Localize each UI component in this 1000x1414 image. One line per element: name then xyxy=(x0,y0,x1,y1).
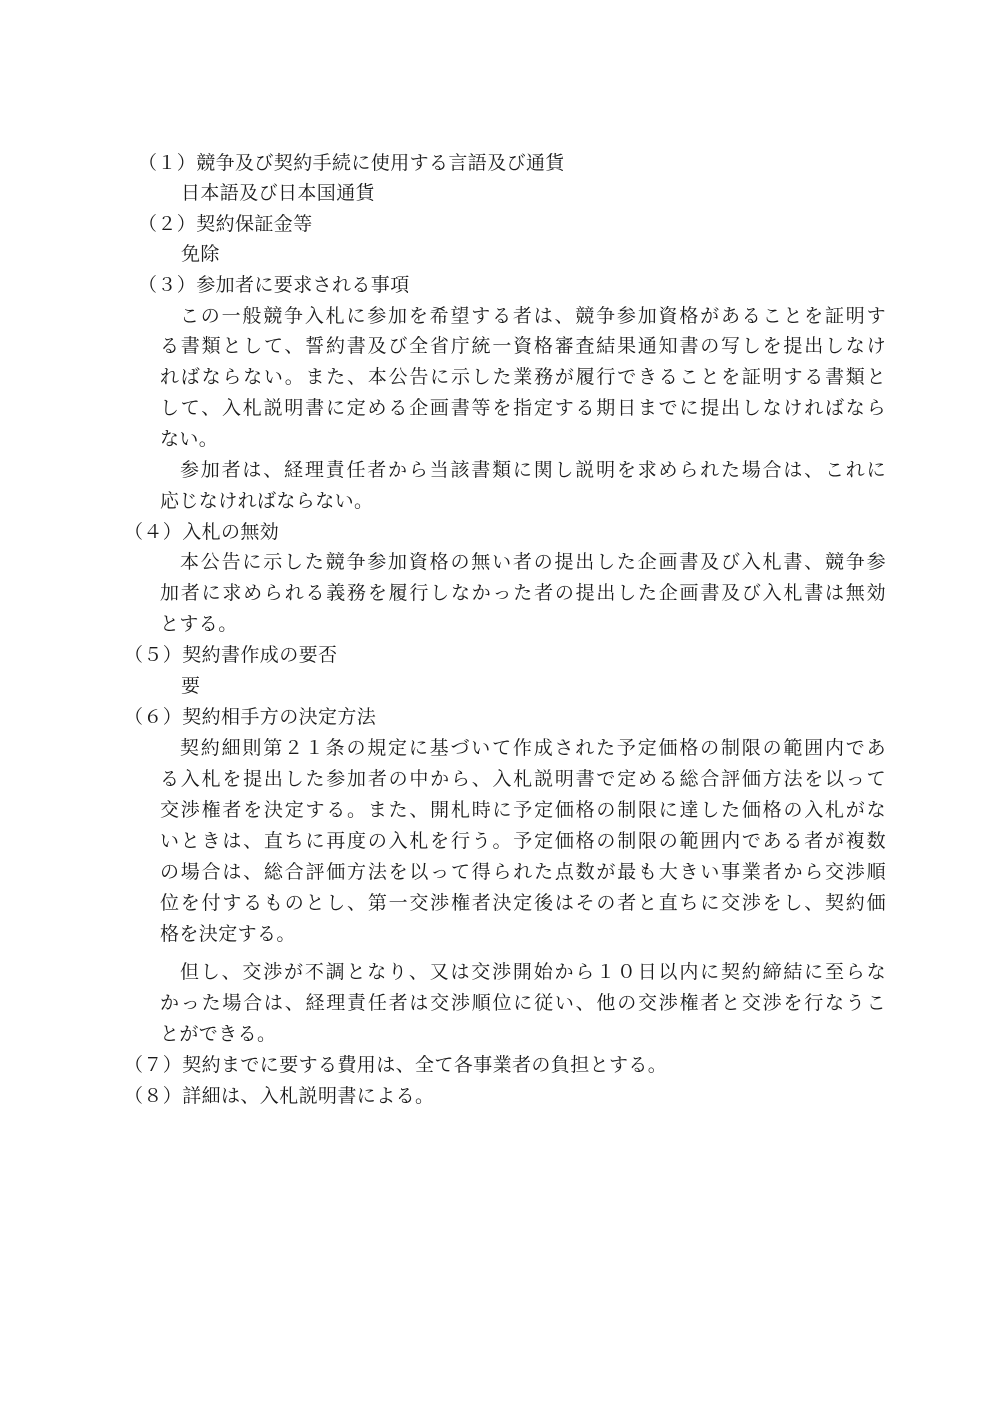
section-body-line: して、入札説明書に定める企画書等を指定する期日までに提出しなければなら xyxy=(160,397,886,419)
section-heading-5: （５）契約書作成の要否 xyxy=(124,644,338,666)
section-body-line: 参加者は、経理責任者から当該書類に関し説明を求められた場合は、これに xyxy=(180,459,886,481)
section-body-line: とする。 xyxy=(160,613,238,635)
section-body-line: の場合は、総合評価方法を以って得られた点数が最も大きい事業者から交渉順 xyxy=(160,861,886,883)
section-body-line: ればならない。また、本公告に示した業務が履行できることを証明する書類と xyxy=(160,366,886,388)
section-body-line: 本公告に示した競争参加資格の無い者の提出した企画書及び入札書、競争参 xyxy=(180,551,886,573)
section-body-line: かった場合は、経理責任者は交渉順位に従い、他の交渉権者と交渉を行なうこ xyxy=(160,992,886,1014)
section-heading-6: （６）契約相手方の決定方法 xyxy=(124,706,377,728)
section-body-line: いときは、直ちに再度の入札を行う。予定価格の制限の範囲内である者が複数 xyxy=(160,830,886,852)
section-body-line: ない。 xyxy=(160,428,219,450)
section-body-line: 格を決定する。 xyxy=(160,923,296,945)
section-body-line: る書類として、誓約書及び全省庁統一資格審査結果通知書の写しを提出しなけ xyxy=(160,335,886,357)
section-body-line: 但し、交渉が不調となり、又は交渉開始から１０日以内に契約締結に至らな xyxy=(180,961,886,983)
section-heading-7: （７）契約までに要する費用は、全て各事業者の負担とする。 xyxy=(124,1054,668,1076)
section-body-line: 加者に求められる義務を履行しなかった者の提出した企画書及び入札書は無効 xyxy=(160,582,886,604)
section-body-line: る入札を提出した参加者の中から、入札説明書で定める総合評価方法を以って xyxy=(160,768,886,790)
section-body-line: 応じなければならない。 xyxy=(160,490,374,512)
section-heading-8: （８）詳細は、入札説明書による。 xyxy=(124,1085,435,1107)
section-body-line: 免除 xyxy=(181,243,220,265)
section-heading-4: （４）入札の無効 xyxy=(124,521,280,543)
section-heading-2: （２）契約保証金等 xyxy=(138,213,313,235)
section-heading-3: （３）参加者に要求される事項 xyxy=(138,274,410,296)
section-body-line: 位を付するものとし、第一交渉権者決定後はその者と直ちに交渉をし、契約価 xyxy=(160,892,886,914)
section-body-line: 交渉権者を決定する。また、開札時に予定価格の制限に達した価格の入札がな xyxy=(160,799,886,821)
section-heading-1: （１）競争及び契約手続に使用する言語及び通貨 xyxy=(138,152,565,174)
section-body-line: 契約細則第２１条の規定に基づいて作成された予定価格の制限の範囲内であ xyxy=(180,737,886,759)
section-body-line: 要 xyxy=(181,675,201,697)
section-body-line: とができる。 xyxy=(160,1023,277,1045)
section-body-line: この一般競争入札に参加を希望する者は、競争参加資格があることを証明す xyxy=(180,305,886,327)
section-body-line: 日本語及び日本国通貨 xyxy=(181,182,376,204)
